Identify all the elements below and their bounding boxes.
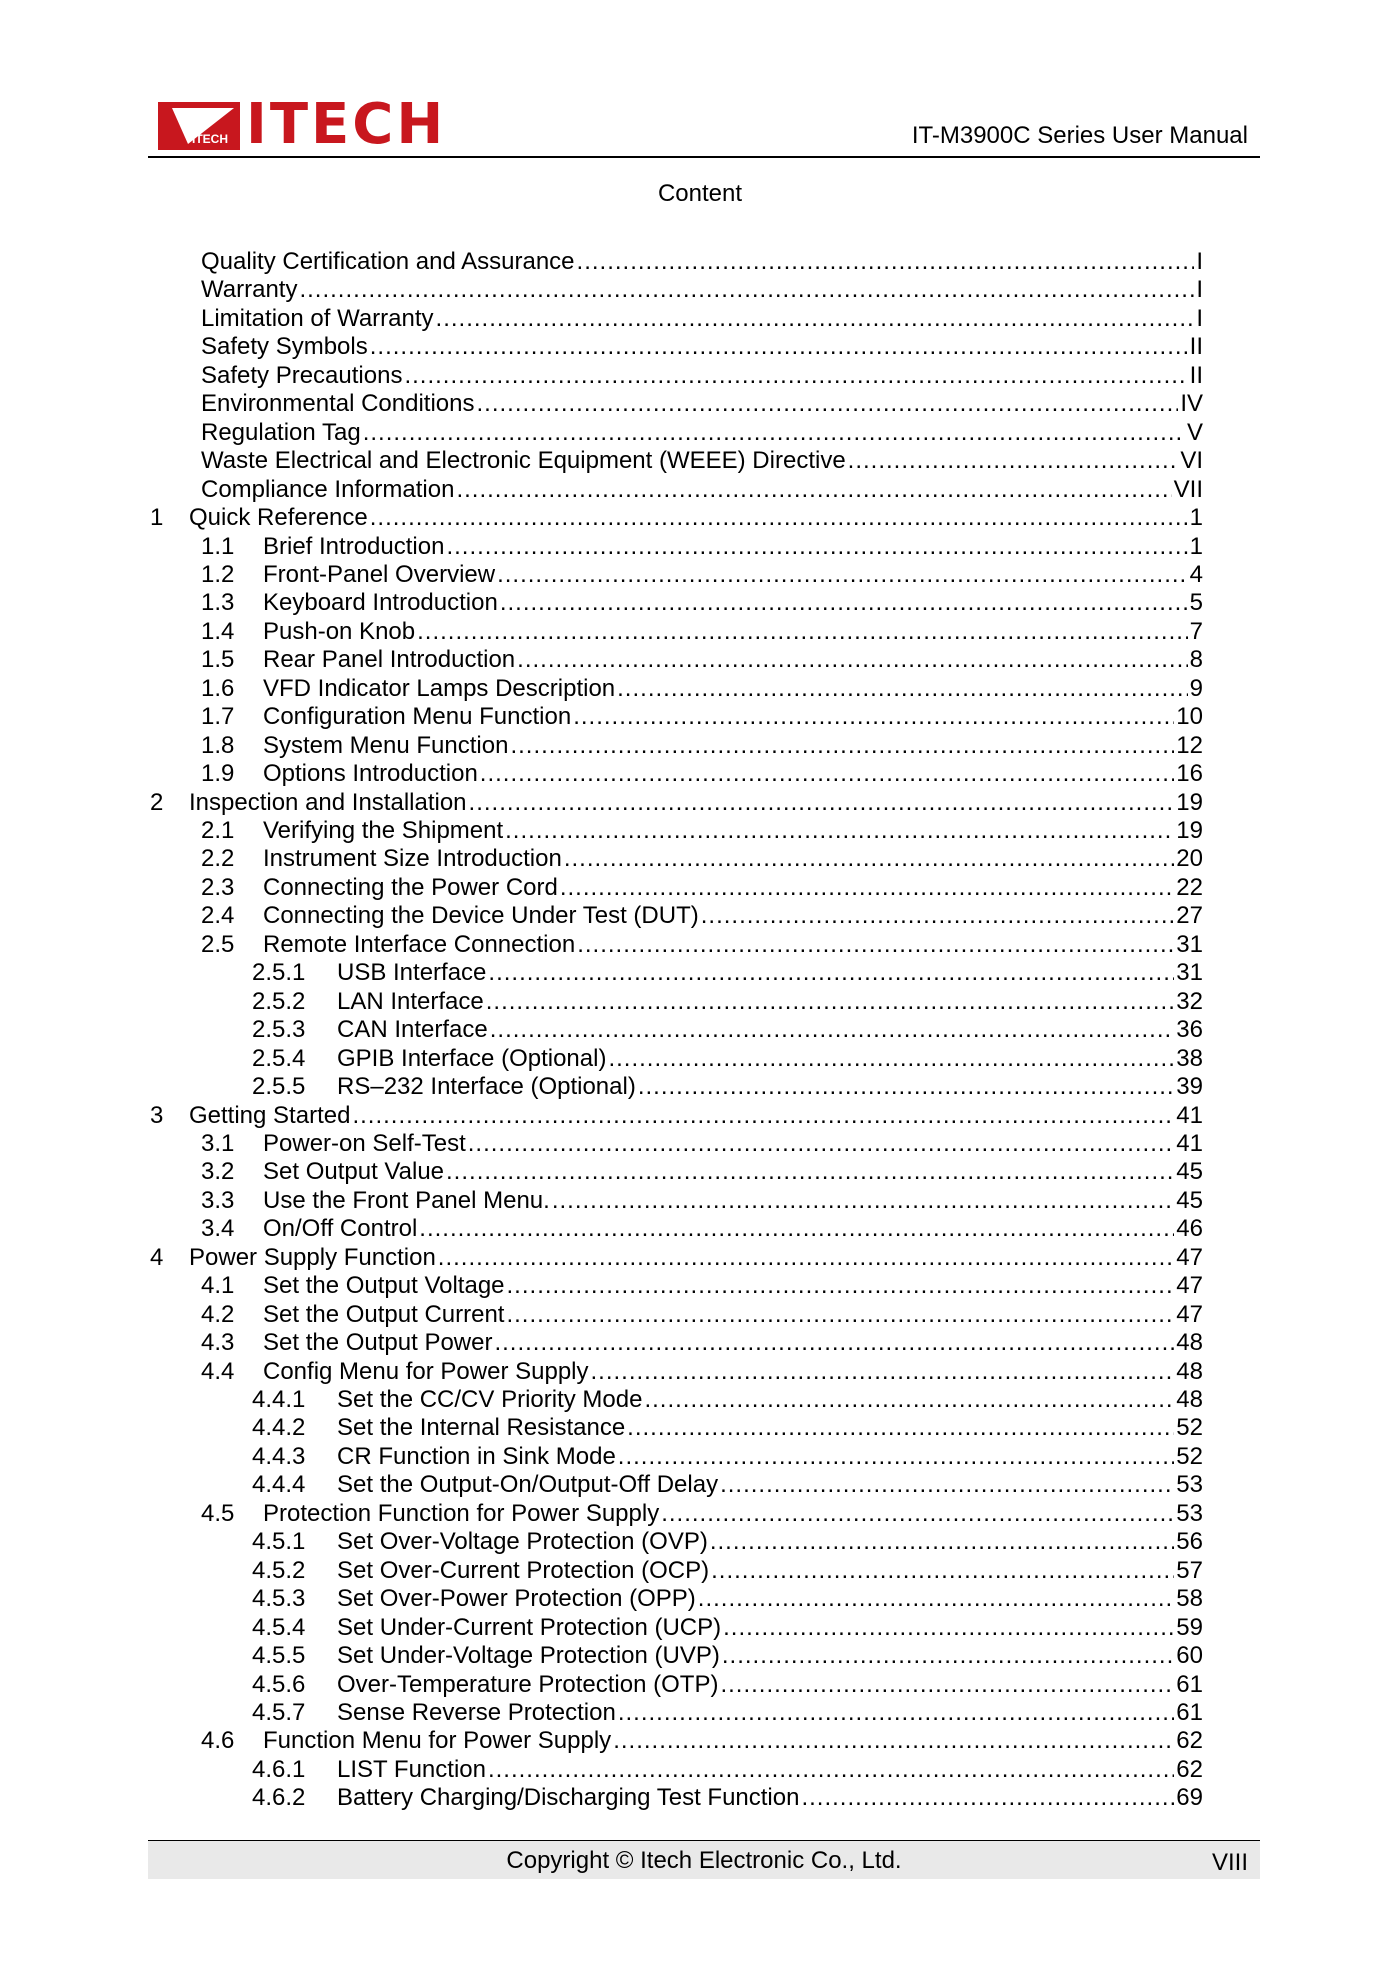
toc-dot-leader xyxy=(552,1187,1174,1215)
toc-entry[interactable] xyxy=(201,305,1203,333)
toc-entry-title: Set the Output Power xyxy=(263,1329,493,1357)
toc-entry-number: 4.5.4 xyxy=(252,1613,306,1641)
toc-entry-title: LIST Function xyxy=(337,1755,486,1783)
toc-entry-page: 31 xyxy=(1176,930,1203,958)
toc-dot-leader xyxy=(486,988,1175,1016)
toc-entry-title: Power-on Self-Test xyxy=(263,1129,466,1157)
toc-entry-page: 61 xyxy=(1176,1670,1203,1698)
toc-entry-title: Environmental Conditions xyxy=(201,390,475,418)
toc-entry-title: Use the Front Panel Menu. xyxy=(263,1186,550,1214)
toc-dot-leader xyxy=(370,333,1188,361)
toc-entry-number: 4 xyxy=(150,1243,164,1271)
toc-entry-title: System Menu Function xyxy=(263,731,509,759)
toc-entry[interactable] xyxy=(252,959,1203,987)
toc-entry[interactable] xyxy=(252,1613,1203,1642)
toc-dot-leader xyxy=(722,1642,1174,1670)
toc-dot-leader xyxy=(507,1272,1175,1300)
toc-entry-number: 2.2 xyxy=(201,845,235,873)
toc-dot-leader xyxy=(500,589,1188,617)
toc-entry-page: VII xyxy=(1173,475,1203,503)
toc-entry-title: Set the Output Voltage xyxy=(263,1272,505,1300)
toc-dot-leader xyxy=(710,1528,1174,1556)
toc-entry[interactable] xyxy=(201,447,1203,475)
toc-entry-page: 19 xyxy=(1176,788,1203,816)
toc-entry-page: 10 xyxy=(1176,703,1203,731)
toc-entry-page: 16 xyxy=(1176,760,1203,788)
toc-entry[interactable] xyxy=(201,731,1203,760)
toc-entry-title: Remote Interface Connection xyxy=(263,930,576,958)
toc-entry-title: Limitation of Warranty xyxy=(201,304,434,332)
toc-entry-page: 45 xyxy=(1176,1186,1203,1214)
toc-dot-leader xyxy=(446,1158,1174,1186)
toc-entry[interactable] xyxy=(252,1414,1203,1442)
toc-entry-title: Keyboard Introduction xyxy=(263,589,498,617)
toc-entry-title: GPIB Interface (Optional) xyxy=(337,1044,607,1072)
toc-entry-page: 52 xyxy=(1176,1442,1203,1470)
toc-dot-leader xyxy=(564,845,1174,873)
toc-entry-title: Sense Reverse Protection xyxy=(337,1698,616,1726)
toc-entry[interactable] xyxy=(201,1357,1203,1386)
toc-entry-number: 1.3 xyxy=(201,589,235,617)
toc-entry-number: 4.5.2 xyxy=(252,1556,306,1584)
toc-entry-number: 4.4.1 xyxy=(252,1386,306,1413)
toc-entry-page: 69 xyxy=(1176,1784,1203,1812)
toc-dot-leader xyxy=(497,561,1188,589)
toc-entry[interactable] xyxy=(201,362,1203,390)
toc-entry[interactable] xyxy=(252,1073,1203,1101)
toc-entry-page: 61 xyxy=(1176,1698,1203,1726)
toc-entry-title: Protection Function for Power Supply xyxy=(263,1499,660,1527)
toc-entry-page: 1 xyxy=(1189,532,1203,560)
toc-entry[interactable] xyxy=(201,1300,1203,1329)
toc-entry-page: 8 xyxy=(1189,646,1203,674)
toc-entry-title: Battery Charging/Discharging Test Function xyxy=(337,1784,800,1812)
toc-entry[interactable] xyxy=(201,817,1203,845)
toc-entry-title: Getting Started xyxy=(189,1101,351,1129)
toc-entry-title: VFD Indicator Lamps Description xyxy=(263,674,616,702)
toc-entry-number: 3.4 xyxy=(201,1215,235,1243)
toc-entry-title: Instrument Size Introduction xyxy=(263,845,562,873)
toc-entry[interactable] xyxy=(252,1442,1203,1471)
toc-entry[interactable] xyxy=(201,589,1203,617)
toc-dot-leader xyxy=(577,248,1195,276)
toc-entry-title: USB Interface xyxy=(337,959,487,987)
toc-dot-leader xyxy=(506,1301,1174,1329)
toc-entry-number: 4.5.5 xyxy=(252,1642,306,1670)
toc-dot-leader xyxy=(573,703,1174,731)
toc-entry-page: 48 xyxy=(1176,1357,1203,1385)
toc-entry[interactable] xyxy=(201,1329,1203,1357)
toc-entry[interactable] xyxy=(150,788,1203,817)
toc-entry-number: 4.5.6 xyxy=(252,1670,306,1698)
toc-entry-title: Inspection and Installation xyxy=(189,788,467,816)
toc-entry-page: 57 xyxy=(1176,1556,1203,1584)
toc-entry-page: 32 xyxy=(1176,987,1203,1015)
logo-badge xyxy=(158,102,240,150)
toc-entry-title: Set the Internal Resistance xyxy=(337,1414,626,1442)
toc-entry[interactable] xyxy=(201,1129,1203,1158)
toc-entry-title: Configuration Menu Function xyxy=(263,703,572,731)
toc-entry-title: Set the CC/CV Priority Mode xyxy=(337,1386,643,1413)
toc-dot-leader xyxy=(469,789,1175,817)
toc-entry-number: 4.5.7 xyxy=(252,1698,306,1726)
toc-entry-number: 4.2 xyxy=(201,1300,235,1328)
toc-dot-leader xyxy=(480,760,1175,788)
toc-dot-leader xyxy=(490,1016,1175,1044)
toc-dot-leader xyxy=(446,533,1187,561)
toc-entry[interactable] xyxy=(201,1186,1203,1215)
toc-entry[interactable] xyxy=(252,1698,1203,1727)
toc-entry-title: Regulation Tag xyxy=(201,418,361,446)
toc-entry-title: Set Under-Voltage Protection (UVP) xyxy=(337,1642,720,1670)
toc-entry[interactable] xyxy=(150,1101,1203,1130)
toc-entry-number: 4.6 xyxy=(201,1727,235,1755)
toc-entry-number: 3.3 xyxy=(201,1186,235,1214)
toc-dot-leader xyxy=(417,618,1188,646)
toc-entry-number: 1.7 xyxy=(201,703,235,731)
toc-entry-page: 45 xyxy=(1176,1158,1203,1186)
toc-entry-title: Quick Reference xyxy=(189,504,368,532)
toc-entry-title: Front-Panel Overview xyxy=(263,560,496,588)
toc-dot-leader xyxy=(468,1130,1175,1158)
toc-entry[interactable] xyxy=(252,1386,1203,1414)
toc-entry-title: On/Off Control xyxy=(263,1215,418,1243)
toc-entry-page: 39 xyxy=(1176,1073,1203,1101)
toc-entry[interactable] xyxy=(252,1556,1203,1585)
toc-entry-number: 2 xyxy=(150,788,164,816)
toc-entry[interactable] xyxy=(201,1499,1203,1528)
toc-dot-leader xyxy=(720,1471,1174,1499)
toc-entry-page: 48 xyxy=(1176,1329,1203,1357)
toc-entry-number: 4.6.2 xyxy=(252,1784,306,1812)
toc-dot-leader xyxy=(701,902,1175,930)
toc-entry-number: 1.6 xyxy=(201,674,235,702)
toc-entry-number: 1.9 xyxy=(201,760,235,788)
toc-entry-number: 4.4.3 xyxy=(252,1442,306,1470)
toc-entry-page: I xyxy=(1196,248,1203,275)
toc-entry-number: 4.1 xyxy=(201,1272,235,1300)
toc-entry-page: 31 xyxy=(1176,959,1203,987)
toc-entry-page: 19 xyxy=(1176,817,1203,844)
toc-entry-title: Safety Precautions xyxy=(201,361,403,389)
toc-entry[interactable] xyxy=(201,1727,1203,1755)
toc-entry-page: I xyxy=(1196,304,1203,332)
toc-dot-leader xyxy=(627,1414,1174,1442)
toc-dot-leader xyxy=(848,447,1179,475)
toc-entry[interactable] xyxy=(150,504,1203,532)
toc-entry-number: 4.5.3 xyxy=(252,1585,306,1613)
toc-dot-leader xyxy=(608,1045,1174,1073)
toc-entry-page: 62 xyxy=(1176,1755,1203,1783)
toc-entry[interactable] xyxy=(252,1044,1203,1073)
toc-dot-leader xyxy=(618,1699,1174,1727)
toc-entry[interactable] xyxy=(252,1670,1203,1699)
toc-dot-leader xyxy=(577,931,1174,959)
toc-entry-page: 59 xyxy=(1176,1613,1203,1641)
toc-entry-title: Set Over-Power Protection (OPP) xyxy=(337,1585,696,1613)
toc-entry[interactable] xyxy=(150,1243,1203,1272)
toc-entry-page: 4 xyxy=(1189,560,1203,588)
toc-entry-title: Connecting the Device Under Test (DUT) xyxy=(263,902,699,930)
toc-entry-title: Over-Temperature Protection (OTP) xyxy=(337,1670,719,1698)
toc-entry[interactable] xyxy=(201,930,1203,959)
toc-entry-page: 58 xyxy=(1176,1585,1203,1613)
toc-entry-title: Connecting the Power Cord xyxy=(263,873,558,901)
toc-entry-title: Power Supply Function xyxy=(189,1243,436,1271)
toc-entry-page: 5 xyxy=(1189,589,1203,617)
toc-dot-leader xyxy=(698,1585,1175,1613)
toc-entry-title: Options Introduction xyxy=(263,760,478,788)
toc-dot-leader xyxy=(591,1358,1175,1386)
toc-entry-title: Waste Electrical and Electronic Equipment (WEEE) Directive xyxy=(201,447,846,475)
toc-entry-page: VI xyxy=(1180,447,1203,475)
toc-entry[interactable] xyxy=(201,390,1203,418)
toc-dot-leader xyxy=(711,1557,1174,1585)
toc-entry-title: Set the Output Current xyxy=(263,1300,505,1328)
toc-dot-leader xyxy=(352,1102,1174,1130)
toc-entry[interactable] xyxy=(201,1272,1203,1300)
toc-entry-number: 3.1 xyxy=(201,1129,235,1157)
toc-entry-number: 4.3 xyxy=(201,1329,235,1357)
toc-dot-leader xyxy=(419,1215,1174,1243)
toc-dot-leader xyxy=(488,959,1174,987)
page-footer xyxy=(148,1840,1260,1879)
toc-entry[interactable] xyxy=(252,987,1203,1016)
logo-wordmark: ITECH xyxy=(246,92,447,157)
toc-entry-number: 2.5.1 xyxy=(252,959,306,987)
toc-entry[interactable] xyxy=(201,845,1203,873)
toc-entry-title: LAN Interface xyxy=(337,987,484,1015)
toc-entry-title: Set Under-Current Protection (UCP) xyxy=(337,1613,722,1641)
toc-entry-page: 47 xyxy=(1176,1272,1203,1300)
toc-entry-page: 1 xyxy=(1189,504,1203,532)
toc-entry[interactable] xyxy=(201,873,1203,902)
toc-entry[interactable] xyxy=(252,1585,1203,1613)
page-title: Content xyxy=(657,180,743,207)
logo-badge-text: ITECH xyxy=(192,132,228,146)
toc-dot-leader xyxy=(644,1386,1174,1414)
toc-entry-number: 2.4 xyxy=(201,902,235,930)
toc-entry-number: 2.5.5 xyxy=(252,1073,306,1101)
toc-entry-title: Safety Symbols xyxy=(201,333,368,361)
toc-entry[interactable] xyxy=(201,560,1203,589)
page-header xyxy=(148,88,1260,158)
toc-entry-number: 2.5.2 xyxy=(252,987,306,1015)
toc-entry-title: Quality Certification and Assurance xyxy=(201,248,575,275)
toc-entry[interactable] xyxy=(252,1784,1203,1812)
toc-entry[interactable] xyxy=(252,1528,1203,1556)
toc-entry-page: 38 xyxy=(1176,1044,1203,1072)
page-number: VIII xyxy=(1211,1849,1248,1876)
toc-entry-number: 1.4 xyxy=(201,617,235,645)
toc-entry-title: Set the Output-On/Output-Off Delay xyxy=(337,1471,719,1499)
toc-entry[interactable] xyxy=(201,419,1203,447)
toc-entry-page: II xyxy=(1189,333,1203,361)
toc-dot-leader xyxy=(801,1784,1174,1812)
toc-entry-title: Push-on Knob xyxy=(263,617,416,645)
toc-entry-title: CR Function in Sink Mode xyxy=(337,1442,616,1470)
toc-dot-leader xyxy=(720,1671,1174,1699)
toc-entry-number: 1.1 xyxy=(201,532,235,560)
toc-entry-page: II xyxy=(1189,361,1203,389)
toc-entry-page: 52 xyxy=(1176,1414,1203,1442)
toc-dot-leader xyxy=(510,732,1174,760)
toc-entry-number: 1 xyxy=(150,504,164,532)
toc-entry-page: 56 xyxy=(1176,1528,1203,1556)
toc-entry[interactable] xyxy=(201,333,1203,361)
toc-entry-title: CAN Interface xyxy=(337,1016,488,1044)
toc-entry-number: 1.2 xyxy=(201,560,235,588)
toc-entry[interactable] xyxy=(201,532,1203,561)
toc-entry-title: RS–232 Interface (Optional) xyxy=(337,1073,636,1101)
itech-logo xyxy=(158,92,447,157)
toc-entry-title: Compliance Information xyxy=(201,475,455,503)
toc-entry-page: 62 xyxy=(1176,1727,1203,1755)
toc-dot-leader xyxy=(404,362,1187,390)
toc-entry-title: Config Menu for Power Supply xyxy=(263,1357,589,1385)
toc-entry-page: 48 xyxy=(1176,1386,1203,1413)
toc-dot-leader xyxy=(638,1073,1174,1101)
toc-entry-title: Verifying the Shipment xyxy=(263,817,504,844)
toc-dot-leader xyxy=(438,1244,1175,1272)
toc-dot-leader xyxy=(299,276,1194,304)
toc-entry[interactable] xyxy=(252,1016,1203,1044)
toc-dot-leader xyxy=(505,817,1174,845)
toc-dot-leader xyxy=(476,390,1178,418)
toc-entry-title: Brief Introduction xyxy=(263,532,445,560)
toc-entry-page: IV xyxy=(1180,390,1203,418)
toc-entry[interactable] xyxy=(201,617,1203,646)
toc-entry[interactable] xyxy=(201,476,1203,504)
toc-entry[interactable] xyxy=(201,760,1203,788)
toc-entry-page: 47 xyxy=(1176,1300,1203,1328)
toc-entry[interactable] xyxy=(201,646,1203,674)
toc-entry-number: 2.5 xyxy=(201,930,235,958)
toc-entry-page: 12 xyxy=(1176,731,1203,759)
toc-entry-title: Function Menu for Power Supply xyxy=(263,1727,612,1755)
toc-dot-leader xyxy=(370,504,1188,532)
toc-entry[interactable] xyxy=(252,1471,1203,1499)
toc-dot-leader xyxy=(613,1727,1174,1755)
toc-dot-leader xyxy=(494,1329,1174,1357)
toc-entry-page: 22 xyxy=(1176,873,1203,901)
toc-entry-number: 4.6.1 xyxy=(252,1755,306,1783)
toc-entry-title: Set Output Value xyxy=(263,1158,445,1186)
toc-entry-number: 4.5.1 xyxy=(252,1528,306,1556)
toc-entry-title: Set Over-Voltage Protection (OVP) xyxy=(337,1528,708,1556)
toc-entry-page: I xyxy=(1196,276,1203,304)
toc-entry-page: 53 xyxy=(1176,1499,1203,1527)
toc-entry-number: 3 xyxy=(150,1101,164,1129)
toc-dot-leader xyxy=(560,874,1174,902)
toc-dot-leader xyxy=(618,1443,1175,1471)
toc-entry-page: V xyxy=(1186,418,1203,446)
toc-entry[interactable] xyxy=(201,276,1203,304)
toc-entry[interactable] xyxy=(201,674,1203,703)
toc-entry-number: 1.5 xyxy=(201,646,235,674)
toc-entry[interactable] xyxy=(201,248,1203,276)
toc-entry-number: 1.8 xyxy=(201,731,235,759)
toc-entry-page: 41 xyxy=(1176,1101,1203,1129)
toc-entry-page: 60 xyxy=(1176,1642,1203,1670)
toc-entry-number: 4.4.2 xyxy=(252,1414,306,1442)
toc-entry-page: 41 xyxy=(1176,1129,1203,1157)
toc-dot-leader xyxy=(723,1614,1174,1642)
manual-title: IT-M3900C Series User Manual xyxy=(911,122,1248,149)
toc-entry[interactable] xyxy=(252,1642,1203,1670)
toc-entry-title: Warranty xyxy=(201,276,298,304)
toc-dot-leader xyxy=(436,305,1195,333)
toc-entry-page: 9 xyxy=(1189,674,1203,702)
toc-dot-leader xyxy=(517,646,1187,674)
toc-entry[interactable] xyxy=(201,703,1203,731)
toc-dot-leader xyxy=(456,476,1171,504)
toc-entry[interactable] xyxy=(201,1215,1203,1243)
toc-entry-number: 4.4.4 xyxy=(252,1471,306,1499)
toc-entry-page: 46 xyxy=(1176,1215,1203,1243)
toc-entry[interactable] xyxy=(252,1755,1203,1784)
toc-entry-page: 53 xyxy=(1176,1471,1203,1499)
toc-entry-title: Rear Panel Introduction xyxy=(263,646,516,674)
toc-dot-leader xyxy=(363,419,1185,447)
toc-dot-leader xyxy=(661,1500,1174,1528)
toc-entry-page: 7 xyxy=(1189,617,1203,645)
copyright-text: Copyright © Itech Electronic Co., Ltd. xyxy=(506,1847,902,1874)
toc-entry-page: 20 xyxy=(1176,845,1203,873)
toc-entry-page: 36 xyxy=(1176,1016,1203,1044)
toc-entry-page: 27 xyxy=(1176,902,1203,930)
toc-dot-leader xyxy=(617,675,1188,703)
toc-entry-title: Set Over-Current Protection (OCP) xyxy=(337,1556,710,1584)
toc-entry-number: 4.4 xyxy=(201,1357,235,1385)
toc-entry-number: 2.1 xyxy=(201,817,235,844)
toc-entry-page: 47 xyxy=(1176,1243,1203,1271)
toc-dot-leader xyxy=(488,1756,1174,1784)
toc-entry-number: 2.3 xyxy=(201,873,235,901)
toc-entry[interactable] xyxy=(201,902,1203,930)
toc-entry-number: 3.2 xyxy=(201,1158,235,1186)
toc-entry[interactable] xyxy=(201,1158,1203,1186)
toc-entry-number: 2.5.4 xyxy=(252,1044,306,1072)
toc-entry-number: 4.5 xyxy=(201,1499,235,1527)
toc-entry-number: 2.5.3 xyxy=(252,1016,306,1044)
